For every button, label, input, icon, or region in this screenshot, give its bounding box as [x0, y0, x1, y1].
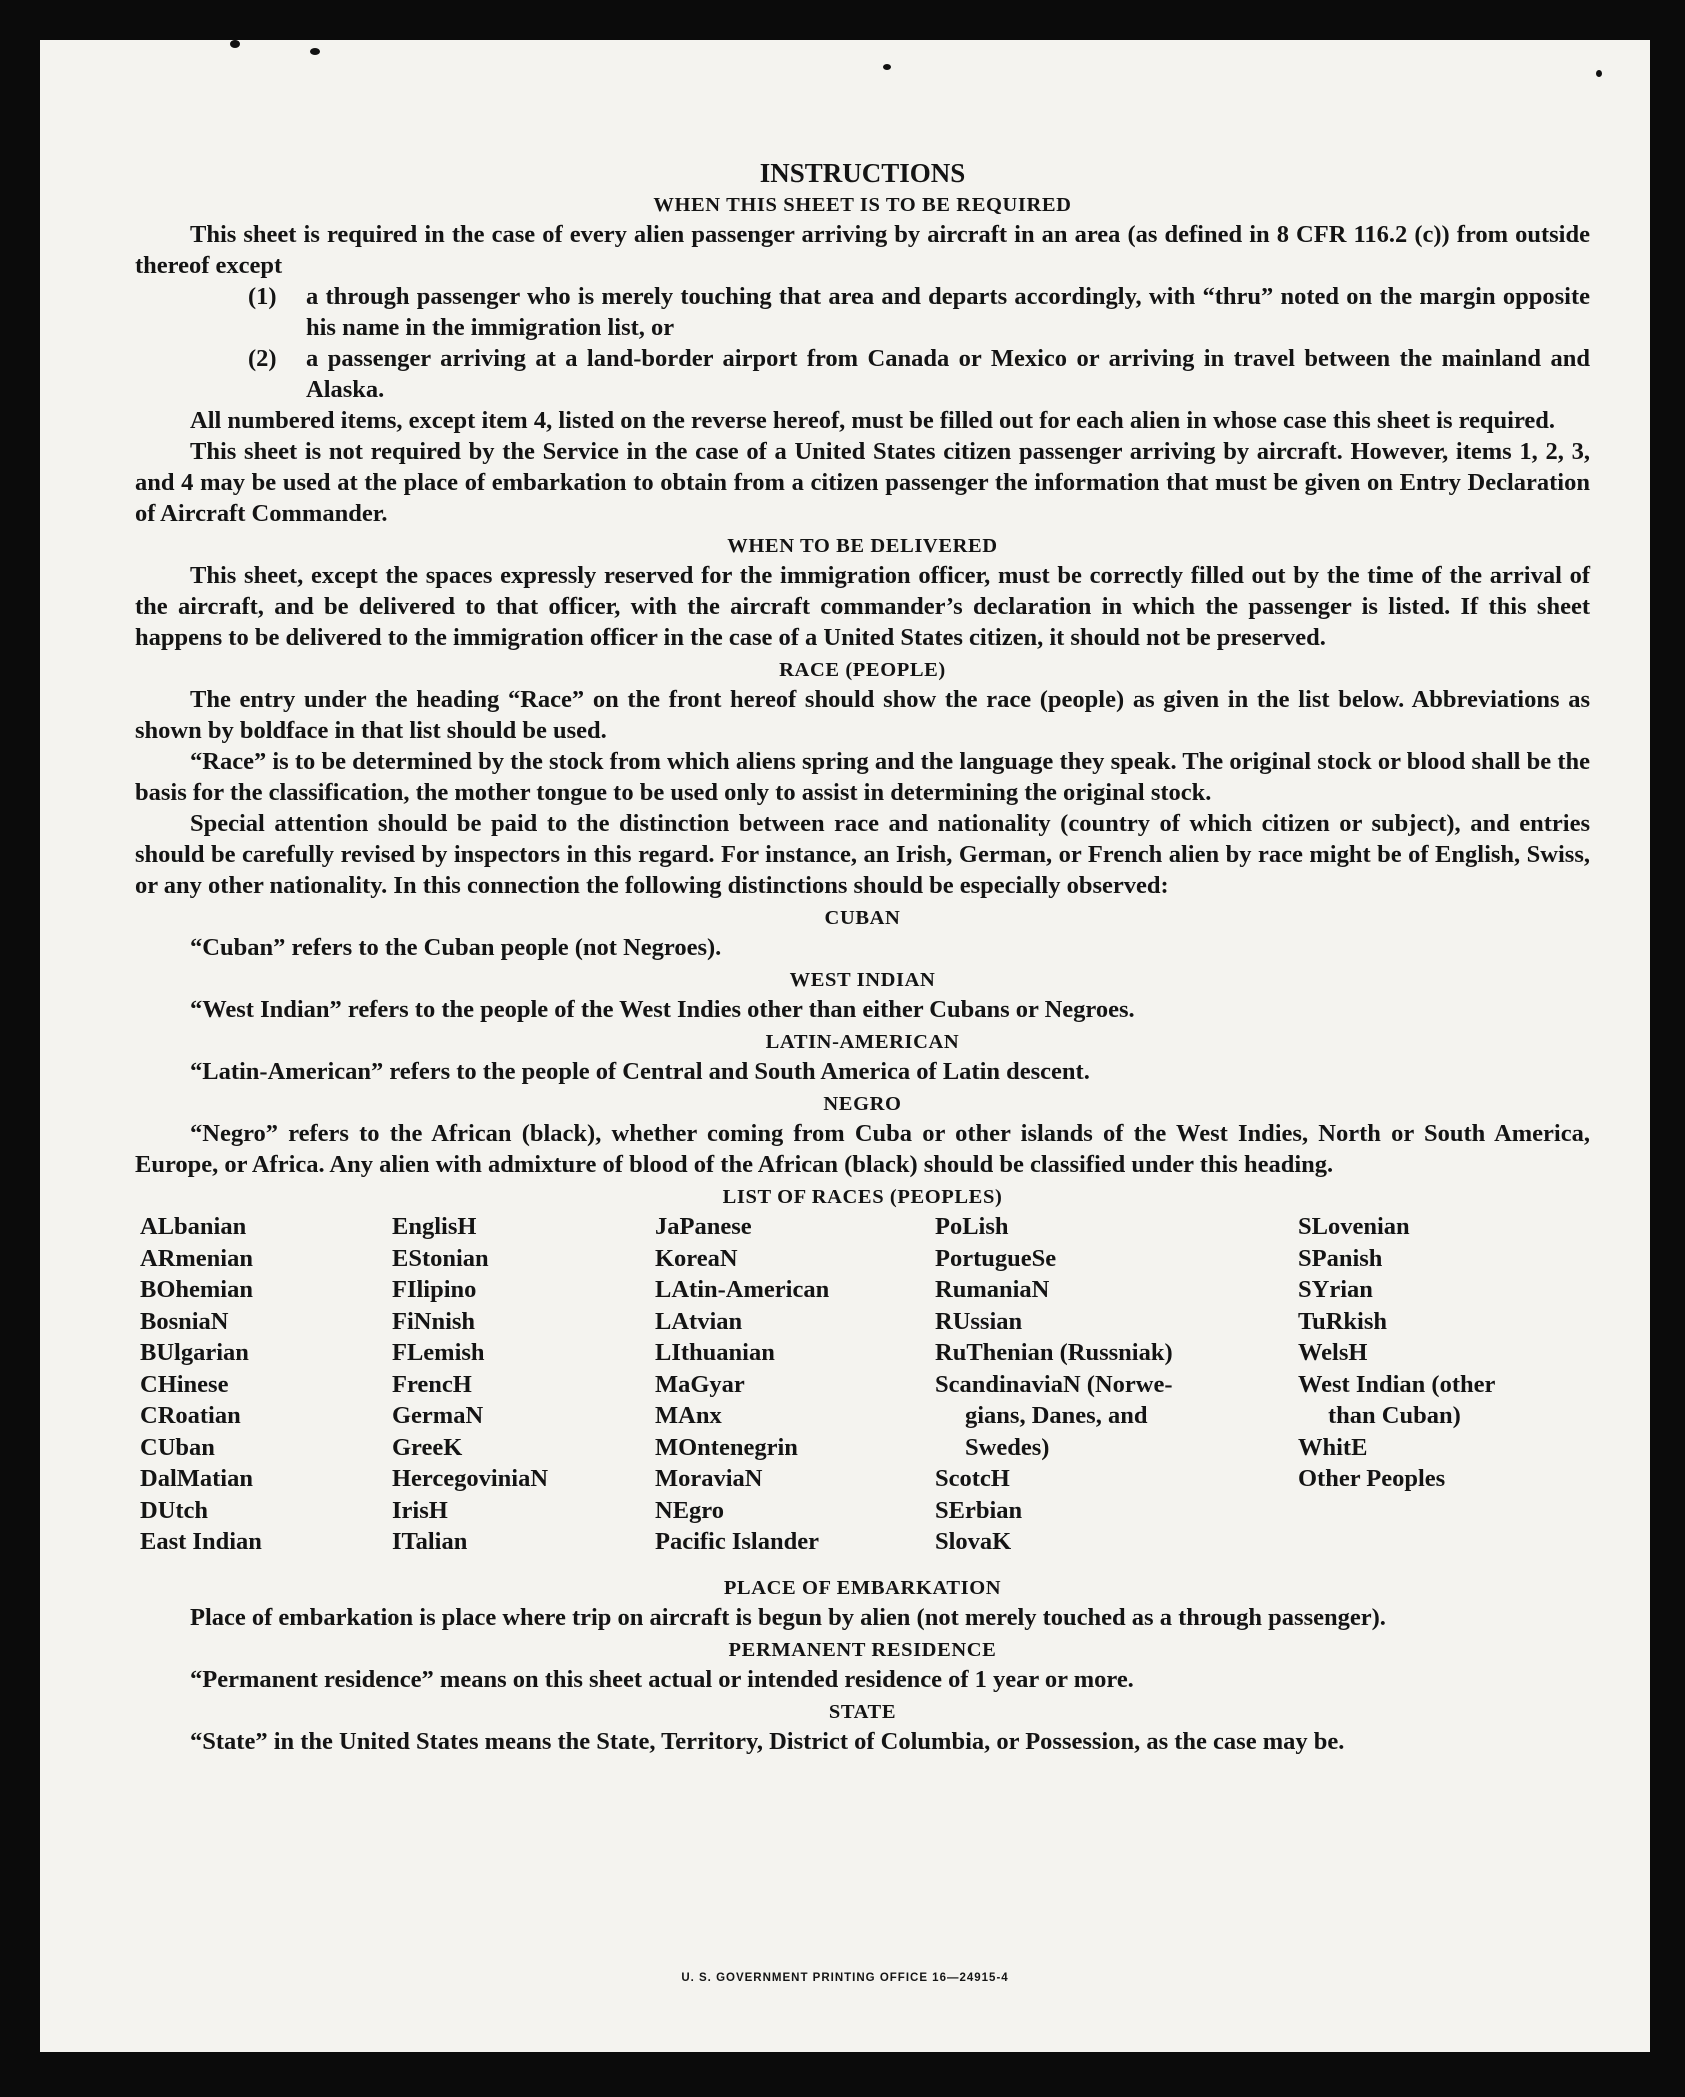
required-intro: This sheet is required in the case of every alien passenger arriving by aircraft in an area (as defined in 8 CFR 116.2 (c)) from outside thereof except — [135, 221, 1590, 279]
race-entry: BOhemian — [140, 1276, 253, 1303]
exception-number: (2) — [248, 345, 277, 372]
exception-text: a through passenger who is merely touching that area and departs accordingly, with “thru” noted on the margin opposite his name in the immigration list, or — [306, 283, 1590, 341]
race-entry: ScotcH — [935, 1465, 1010, 1492]
race-entry: LAtvian — [655, 1307, 743, 1335]
race-entry: EnglisH — [392, 1213, 477, 1240]
heading-list-of-races: LIST OF RACES (PEOPLES) — [722, 1186, 1003, 1208]
race-entry: Swedes) — [965, 1433, 1050, 1461]
race-entry: WelsH — [1298, 1339, 1368, 1366]
race-entry: ARmenian — [140, 1244, 253, 1272]
race-entry: SErbian — [935, 1496, 1023, 1524]
scan-speck — [1596, 70, 1602, 77]
race-entry: JaPanese — [655, 1213, 752, 1240]
race-entry: CHinese — [140, 1370, 229, 1398]
race-entry: NEgro — [655, 1496, 724, 1524]
race-entry: FiNnish — [392, 1307, 476, 1335]
heading-residence: PERMANENT RESIDENCE — [728, 1639, 997, 1661]
race-text-2: “Race” is to be determined by the stock from which aliens spring and the language they speak. The original stock or blood shall be the basis for the classification, the mother tongue to be used only to assist in determining the original stock. — [135, 748, 1590, 806]
race-entry: GermaN — [392, 1402, 484, 1429]
heading-embarkation: PLACE OF EMBARKATION — [723, 1577, 1002, 1599]
race-column-2 — [392, 1211, 642, 1558]
race-column-3 — [655, 1211, 925, 1558]
race-entry: ALbanian — [140, 1213, 247, 1240]
race-entry: BUlgarian — [140, 1339, 249, 1366]
scan-speck — [310, 48, 320, 55]
scan-speck — [883, 64, 891, 70]
race-entry: RumaniaN — [935, 1276, 1050, 1303]
race-column-4 — [935, 1211, 1225, 1558]
race-entry: BosniaN — [140, 1307, 229, 1335]
required-citizen-note: This sheet is not required by the Service in the case of a United States citizen passenger arriving by aircraft. However, items 1, 2, 3, and 4 may be used at the place of embarkation to obtain from a citizen passenger the information that must be given on Entry Declaration of Aircraft Commander. — [135, 438, 1590, 527]
race-entry: MaGyar — [655, 1370, 745, 1398]
race-entry: PoLish — [935, 1213, 1009, 1240]
list-of-races — [135, 1211, 1590, 1571]
race-entry: EStonian — [392, 1244, 489, 1272]
race-entry: CUban — [140, 1433, 215, 1461]
heading-cuban: CUBAN — [824, 907, 901, 929]
race-entry: PortugueSe — [935, 1244, 1057, 1272]
heading-west-indian: WEST INDIAN — [789, 969, 936, 991]
exception-item-2 — [135, 343, 1590, 405]
race-entry: MOntenegrin — [655, 1433, 798, 1461]
race-entry: RUssian — [935, 1307, 1023, 1335]
heading-required: WHEN THIS SHEET IS TO BE REQUIRED — [653, 194, 1072, 216]
race-entry: West Indian (other — [1298, 1370, 1496, 1398]
page-title: INSTRUCTIONS — [759, 158, 966, 188]
instructions-text — [135, 155, 1590, 1757]
race-entry: Other Peoples — [1298, 1465, 1446, 1492]
race-entry: GreeK — [392, 1433, 463, 1461]
race-entry: RuThenian (Russniak) — [935, 1339, 1173, 1366]
race-entry: FIlipino — [392, 1276, 477, 1303]
race-entry: FrencH — [392, 1370, 472, 1398]
race-entry: CRoatian — [140, 1402, 241, 1429]
exception-number: (1) — [248, 283, 277, 310]
embarkation-text: Place of embarkation is place where trip on aircraft is begun by alien (not merely touched as a through passenger). — [190, 1604, 1386, 1631]
race-entry: MoraviaN — [655, 1465, 763, 1492]
race-column-1 — [140, 1211, 370, 1558]
race-entry: ITalian — [392, 1528, 468, 1555]
race-entry: FLemish — [392, 1339, 485, 1366]
race-entry: Pacific Islander — [655, 1528, 819, 1555]
race-entry: LAtin-American — [655, 1276, 830, 1303]
race-column-5 — [1298, 1211, 1588, 1495]
scan-speck — [230, 40, 240, 48]
race-entry: KoreaN — [655, 1244, 738, 1272]
race-text-3: Special attention should be paid to the distinction between race and nationality (country of which citizen or subject), and entries should be carefully revised by inspectors in this regard. For instance, an Irish, German, or French alien by race might be of English, Swiss, or any other nationality. In this connection the following distinctions should be especially observed: — [135, 810, 1590, 899]
state-text: “State” in the United States means the State, Territory, District of Columbia, or Possession, as the case may be. — [190, 1728, 1345, 1755]
heading-delivered: WHEN TO BE DELIVERED — [727, 535, 998, 557]
cuban-text: “Cuban” refers to the Cuban people (not Negroes). — [190, 934, 722, 961]
exception-text: a passenger arriving at a land-border airport from Canada or Mexico or arriving in travel between the mainland and Alaska. — [306, 345, 1590, 403]
race-entry: DalMatian — [140, 1465, 253, 1492]
residence-text: “Permanent residence” means on this sheet actual or intended residence of 1 year or more. — [190, 1666, 1134, 1693]
race-text-1: The entry under the heading “Race” on the front hereof should show the race (people) as given in the list below. Abbreviations as shown by boldface in that list should be used. — [135, 686, 1590, 744]
race-entry: TuRkish — [1298, 1307, 1388, 1335]
west-indian-text: “West Indian” refers to the people of the West Indies other than either Cubans or Negroes. — [190, 996, 1135, 1023]
race-entry: East Indian — [140, 1528, 262, 1555]
race-entry: than Cuban) — [1328, 1402, 1461, 1429]
delivered-text: This sheet, except the spaces expressly reserved for the immigration officer, must be correctly filled out by the time of the arrival of the aircraft, and be delivered to that officer, with the aircraft commander’s declaration in which the passenger is listed. If this sheet happens to be delivered to the immigration officer in the case of a United States citizen, it should not be preserved. — [135, 562, 1590, 651]
heading-state: STATE — [828, 1701, 897, 1723]
required-numbered-items: All numbered items, except item 4, listed on the reverse hereof, must be filled out for each alien in whose case this sheet is required. — [190, 407, 1556, 434]
printing-office-footer: U. S. GOVERNMENT PRINTING OFFICE 16—24915-4 — [681, 1972, 1009, 1984]
race-entry: WhitE — [1298, 1433, 1368, 1461]
race-entry: ScandinaviaN (Norwe- — [935, 1370, 1173, 1398]
race-entry: SlovaK — [935, 1528, 1012, 1555]
race-entry: LIthuanian — [655, 1339, 775, 1366]
race-entry: gians, Danes, and — [965, 1402, 1148, 1429]
document-page — [40, 40, 1650, 2052]
heading-negro: NEGRO — [823, 1093, 902, 1115]
negro-text: “Negro” refers to the African (black), whether coming from Cuba or other islands of the West Indies, North or South America, Europe, or Africa. Any alien with admixture of blood of the African (black) should be classified under this heading. — [135, 1120, 1590, 1178]
race-entry: SPanish — [1298, 1244, 1383, 1272]
race-entry: DUtch — [140, 1496, 209, 1524]
race-entry: IrisH — [392, 1496, 448, 1524]
heading-race: RACE (PEOPLE) — [779, 659, 946, 681]
race-entry: MAnx — [655, 1402, 722, 1429]
race-entry: HercegoviniaN — [392, 1465, 549, 1492]
heading-latin-american: LATIN-AMERICAN — [765, 1031, 960, 1053]
latin-american-text: “Latin-American” refers to the people of Central and South America of Latin descent. — [190, 1058, 1090, 1085]
exception-item-1 — [135, 281, 1590, 343]
race-entry: SYrian — [1298, 1276, 1373, 1303]
race-entry: SLovenian — [1298, 1213, 1410, 1240]
